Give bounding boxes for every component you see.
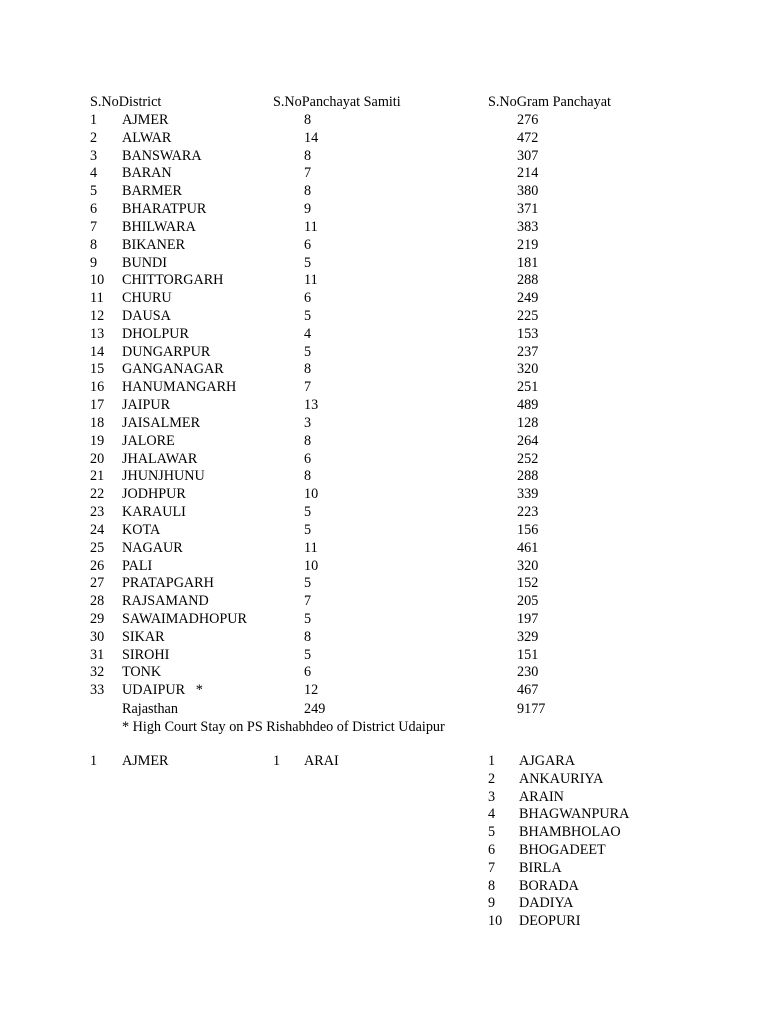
row-sno: 5 xyxy=(90,183,98,200)
list-item xyxy=(0,914,768,932)
total-row xyxy=(0,702,768,720)
gp-name: BORADA xyxy=(519,877,579,894)
row-district-name: ALWAR xyxy=(122,129,172,146)
row-sno: 9 xyxy=(90,254,98,271)
row-gram-panchayat-count: 252 xyxy=(517,450,539,467)
row-panchayat-samiti-count: 13 xyxy=(304,397,319,414)
table-row xyxy=(0,309,768,327)
row-sno: 2 xyxy=(90,129,98,146)
header-district: S.NoDistrict xyxy=(90,94,162,110)
row-sno: 21 xyxy=(90,468,105,485)
row-district-name: SAWAIMADHOPUR xyxy=(122,610,247,627)
table-row xyxy=(0,648,768,666)
table-row xyxy=(0,523,768,541)
row-sno: 4 xyxy=(90,165,98,182)
detail-district-name: AJMER xyxy=(122,753,169,769)
row-sno: 22 xyxy=(90,486,105,503)
row-panchayat-samiti-count: 6 xyxy=(304,290,312,307)
list-item xyxy=(0,790,768,808)
header-gram-panchayat: S.NoGram Panchayat xyxy=(488,94,611,110)
gp-name: ARAIN xyxy=(519,788,564,805)
table-row xyxy=(0,131,768,149)
gp-name: BHAMBHOLAO xyxy=(519,824,621,841)
row-district-name: BHARATPUR xyxy=(122,201,207,218)
row-sno: 25 xyxy=(90,539,105,556)
header-panchayat-samiti: S.NoPanchayat Samiti xyxy=(273,94,401,110)
row-gram-panchayat-count: 276 xyxy=(517,112,539,128)
row-gram-panchayat-count: 205 xyxy=(517,593,539,610)
list-item xyxy=(0,754,768,772)
row-panchayat-samiti-count: 9 xyxy=(304,201,312,218)
row-district-name: HANUMANGARH xyxy=(122,379,237,396)
row-sno: 17 xyxy=(90,397,105,414)
row-gram-panchayat-count: 223 xyxy=(517,504,539,521)
row-panchayat-samiti-count: 5 xyxy=(304,610,312,627)
row-panchayat-samiti-count: 6 xyxy=(304,664,312,681)
table-row xyxy=(0,630,768,648)
list-item xyxy=(0,807,768,825)
row-sno: 3 xyxy=(90,147,98,164)
row-district-name: BHILWARA xyxy=(122,218,196,235)
row-panchayat-samiti-count: 3 xyxy=(304,414,312,431)
total-gp: 9177 xyxy=(517,701,546,717)
row-panchayat-samiti-count: 11 xyxy=(304,539,318,556)
row-sno: 19 xyxy=(90,432,105,449)
detail-ps-name: ARAI xyxy=(304,753,339,769)
row-sno: 33 xyxy=(90,682,105,699)
row-gram-panchayat-count: 329 xyxy=(517,628,539,645)
gp-sno: 9 xyxy=(488,895,496,912)
row-gram-panchayat-count: 339 xyxy=(517,486,539,503)
row-panchayat-samiti-count: 8 xyxy=(304,361,312,378)
row-gram-panchayat-count: 251 xyxy=(517,379,539,396)
row-panchayat-samiti-count: 7 xyxy=(304,165,312,182)
row-panchayat-samiti-count: 12 xyxy=(304,682,319,699)
gp-name: BIRLA xyxy=(519,859,562,876)
row-gram-panchayat-count: 153 xyxy=(517,325,539,342)
row-gram-panchayat-count: 320 xyxy=(517,557,539,574)
row-panchayat-samiti-count: 5 xyxy=(304,646,312,663)
gp-sno: 2 xyxy=(488,770,496,787)
table-row xyxy=(0,505,768,523)
gp-sno: 3 xyxy=(488,788,496,805)
table-row xyxy=(0,273,768,291)
row-panchayat-samiti-count: 5 xyxy=(304,521,312,538)
row-district-name: DUNGARPUR xyxy=(122,343,211,360)
row-gram-panchayat-count: 181 xyxy=(517,254,539,271)
table-row xyxy=(0,452,768,470)
table-row xyxy=(0,291,768,309)
row-gram-panchayat-count: 230 xyxy=(517,664,539,681)
gp-name: BHAGWANPURA xyxy=(519,806,630,823)
table-row xyxy=(0,434,768,452)
row-gram-panchayat-count: 214 xyxy=(517,165,539,182)
row-panchayat-samiti-count: 6 xyxy=(304,236,312,253)
gp-sno: 8 xyxy=(488,877,496,894)
row-panchayat-samiti-count: 5 xyxy=(304,343,312,360)
row-sno: 31 xyxy=(90,646,105,663)
row-district-name: BANSWARA xyxy=(122,147,202,164)
row-district-name: RAJSAMAND xyxy=(122,593,209,610)
row-district-name: JALORE xyxy=(122,432,175,449)
list-item xyxy=(0,861,768,879)
row-sno: 15 xyxy=(90,361,105,378)
row-panchayat-samiti-count: 5 xyxy=(304,575,312,592)
row-sno: 32 xyxy=(90,664,105,681)
row-sno: 6 xyxy=(90,201,98,218)
row-sno: 26 xyxy=(90,557,105,574)
row-gram-panchayat-count: 371 xyxy=(517,201,539,218)
row-sno: 30 xyxy=(90,628,105,645)
row-gram-panchayat-count: 237 xyxy=(517,343,539,360)
row-sno: 29 xyxy=(90,610,105,627)
row-district-name: DHOLPUR xyxy=(122,325,190,342)
gp-sno: 6 xyxy=(488,842,496,858)
gp-name: BHOGADEET xyxy=(519,842,606,858)
total-label: Rajasthan xyxy=(122,701,178,717)
row-gram-panchayat-count: 288 xyxy=(517,468,539,485)
list-item xyxy=(0,896,768,914)
row-district-name: BARMER xyxy=(122,183,182,200)
table-row xyxy=(0,398,768,416)
row-district-name: CHITTORGARH xyxy=(122,272,224,289)
row-panchayat-samiti-count: 5 xyxy=(304,504,312,521)
row-district-name: KARAULI xyxy=(122,504,186,521)
row-panchayat-samiti-count: 7 xyxy=(304,593,312,610)
row-panchayat-samiti-count: 10 xyxy=(304,486,319,503)
row-sno: 23 xyxy=(90,504,105,521)
row-gram-panchayat-count: 151 xyxy=(517,646,539,663)
gp-name: DADIYA xyxy=(519,895,574,912)
table-row xyxy=(0,327,768,345)
row-gram-panchayat-count: 320 xyxy=(517,361,539,378)
row-district-name: BIKANER xyxy=(122,236,186,253)
table-row xyxy=(0,362,768,380)
row-district-name: GANGANAGAR xyxy=(122,361,224,378)
table-row xyxy=(0,256,768,274)
row-panchayat-samiti-count: 8 xyxy=(304,628,312,645)
row-panchayat-samiti-count: 6 xyxy=(304,450,312,467)
row-district-name: PALI xyxy=(122,557,153,574)
gp-name: AJGARA xyxy=(519,753,575,769)
row-gram-panchayat-count: 156 xyxy=(517,521,539,538)
detail-ps-sno: 1 xyxy=(273,753,281,769)
table-row xyxy=(0,683,768,701)
total-ps: 249 xyxy=(304,701,326,717)
table-row xyxy=(0,576,768,594)
row-district-name: JHUNJHUNU xyxy=(122,468,205,485)
row-gram-panchayat-count: 467 xyxy=(517,682,539,699)
row-district-name: JODHPUR xyxy=(122,486,186,503)
gp-sno: 7 xyxy=(488,859,496,876)
row-gram-panchayat-count: 307 xyxy=(517,147,539,164)
row-sno: 20 xyxy=(90,450,105,467)
list-item xyxy=(0,772,768,790)
footnote: * High Court Stay on PS Rishabhdeo of District Udaipur xyxy=(122,719,445,735)
table-row xyxy=(0,416,768,434)
row-district-name: SIROHI xyxy=(122,646,170,663)
row-district-name: BARAN xyxy=(122,165,172,182)
table-row xyxy=(0,166,768,184)
gp-sno: 1 xyxy=(488,753,496,769)
row-gram-panchayat-count: 380 xyxy=(517,183,539,200)
row-district-name: KOTA xyxy=(122,521,161,538)
row-gram-panchayat-count: 152 xyxy=(517,575,539,592)
row-district-name: DAUSA xyxy=(122,308,171,325)
table-row xyxy=(0,345,768,363)
row-district-name: SIKAR xyxy=(122,628,165,645)
table-row xyxy=(0,665,768,683)
table-row xyxy=(0,184,768,202)
row-panchayat-samiti-count: 8 xyxy=(304,432,312,449)
gp-name: DEOPURI xyxy=(519,913,581,930)
row-district-name: BUNDI xyxy=(122,254,167,271)
table-row xyxy=(0,149,768,167)
row-district-name: JAISALMER xyxy=(122,414,201,431)
row-sno: 8 xyxy=(90,236,98,253)
row-panchayat-samiti-count: 11 xyxy=(304,218,318,235)
row-gram-panchayat-count: 288 xyxy=(517,272,539,289)
row-panchayat-samiti-count: 5 xyxy=(304,254,312,271)
row-gram-panchayat-count: 128 xyxy=(517,414,539,431)
list-item xyxy=(0,879,768,897)
row-gram-panchayat-count: 249 xyxy=(517,290,539,307)
row-gram-panchayat-count: 472 xyxy=(517,129,539,146)
row-gram-panchayat-count: 219 xyxy=(517,236,539,253)
gp-name: ANKAURIYA xyxy=(519,770,604,787)
table-row xyxy=(0,469,768,487)
row-district-name: NAGAUR xyxy=(122,539,183,556)
row-gram-panchayat-count: 197 xyxy=(517,610,539,627)
row-sno: 14 xyxy=(90,343,105,360)
row-sno: 18 xyxy=(90,414,105,431)
table-row xyxy=(0,238,768,256)
row-district-name: JHALAWAR xyxy=(122,450,198,467)
row-district-name: UDAIPUR * xyxy=(122,682,203,699)
row-sno: 11 xyxy=(90,290,104,307)
row-panchayat-samiti-count: 8 xyxy=(304,147,312,164)
row-district-name: TONK xyxy=(122,664,162,681)
row-district-name: CHURU xyxy=(122,290,172,307)
table-header xyxy=(0,95,768,113)
list-item xyxy=(0,825,768,843)
table-row xyxy=(0,202,768,220)
row-panchayat-samiti-count: 14 xyxy=(304,129,319,146)
row-sno: 1 xyxy=(90,112,98,128)
row-panchayat-samiti-count: 7 xyxy=(304,379,312,396)
table-row xyxy=(0,487,768,505)
table-row xyxy=(0,380,768,398)
row-panchayat-samiti-count: 10 xyxy=(304,557,319,574)
table-row xyxy=(0,559,768,577)
table-row xyxy=(0,612,768,630)
row-panchayat-samiti-count: 8 xyxy=(304,112,312,128)
row-district-name: AJMER xyxy=(122,112,169,128)
list-item xyxy=(0,843,768,861)
table-row xyxy=(0,541,768,559)
row-panchayat-samiti-count: 8 xyxy=(304,468,312,485)
row-panchayat-samiti-count: 11 xyxy=(304,272,318,289)
row-sno: 24 xyxy=(90,521,105,538)
row-gram-panchayat-count: 225 xyxy=(517,308,539,325)
row-district-name: PRATAPGARH xyxy=(122,575,214,592)
row-sno: 12 xyxy=(90,308,105,325)
table-row xyxy=(0,594,768,612)
row-gram-panchayat-count: 383 xyxy=(517,218,539,235)
detail-district-sno: 1 xyxy=(90,753,98,769)
row-sno: 27 xyxy=(90,575,105,592)
gp-sno: 10 xyxy=(488,913,503,930)
row-panchayat-samiti-count: 4 xyxy=(304,325,312,342)
row-gram-panchayat-count: 264 xyxy=(517,432,539,449)
row-sno: 16 xyxy=(90,379,105,396)
table-row xyxy=(0,113,768,131)
row-panchayat-samiti-count: 5 xyxy=(304,308,312,325)
row-sno: 13 xyxy=(90,325,105,342)
row-sno: 7 xyxy=(90,218,98,235)
row-gram-panchayat-count: 489 xyxy=(517,397,539,414)
gp-sno: 5 xyxy=(488,824,496,841)
row-panchayat-samiti-count: 8 xyxy=(304,183,312,200)
row-gram-panchayat-count: 461 xyxy=(517,539,539,556)
gp-sno: 4 xyxy=(488,806,496,823)
row-district-name: JAIPUR xyxy=(122,397,171,414)
table-row xyxy=(0,220,768,238)
row-sno: 10 xyxy=(90,272,105,289)
row-sno: 28 xyxy=(90,593,105,610)
